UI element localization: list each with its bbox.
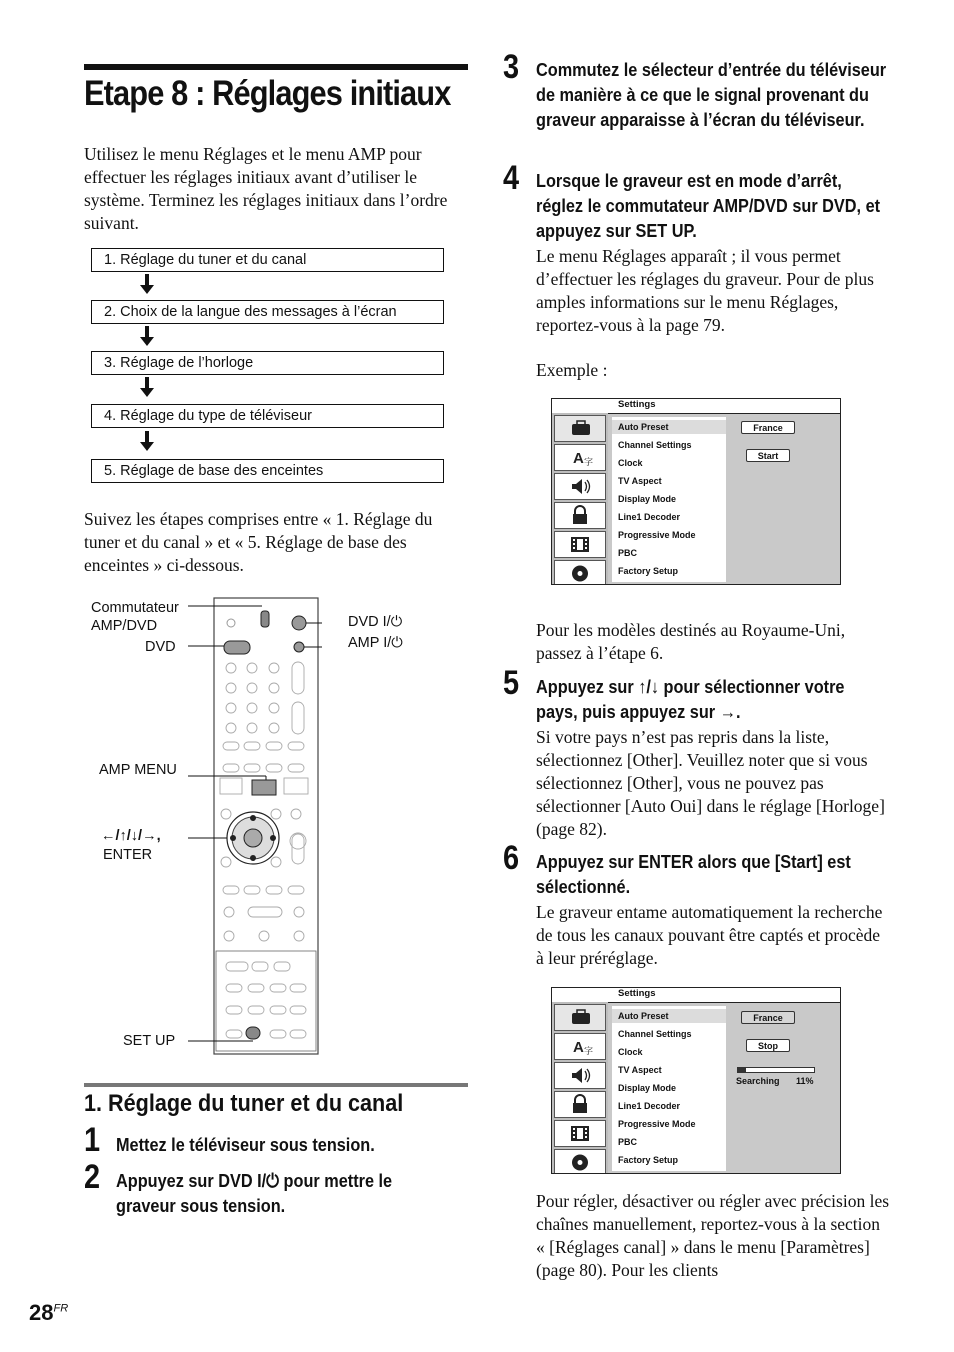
toolbox-icon: [554, 1004, 606, 1031]
example-label: Exemple :: [536, 360, 608, 380]
flow-step-2: 2. Choix de la langue des messages à l’écran: [91, 300, 444, 324]
step-number: 2: [84, 1158, 101, 1196]
menu-item[interactable]: Line1 Decoder: [618, 1101, 681, 1111]
step-title: pays, puis appuyez sur →.: [536, 701, 741, 722]
disc-icon: [554, 1149, 606, 1174]
menu-item[interactable]: Factory Setup: [618, 566, 679, 576]
step-title: graveur sous tension.: [116, 1195, 286, 1216]
screen-header: Settings: [618, 399, 656, 410]
country-select[interactable]: France: [741, 421, 795, 434]
label-arrows: ←/↑/↓/→,: [101, 828, 161, 844]
menu-item[interactable]: TV Aspect: [618, 1065, 662, 1075]
screen-header: Settings: [618, 988, 656, 999]
menu-item[interactable]: Channel Settings: [618, 440, 692, 450]
follow-paragraph: Suivez les étapes comprises entre « 1. Réglage du tuner et du canal » et « 5. Réglage de base des enceintes » ci-dessous.: [84, 509, 433, 575]
page-number: $28^{FR}$: [29, 1300, 69, 1325]
label-dvd-power: DVD I/⏻: [348, 614, 403, 630]
menu-item[interactable]: Auto Preset: [618, 422, 669, 432]
flow-step-1: 1. Réglage du tuner et du canal: [91, 248, 444, 272]
title-rule: [84, 64, 468, 70]
label-dvd: DVD: [145, 639, 176, 655]
flow-step-5: 5. Réglage de base des enceintes: [91, 459, 444, 483]
step-number: 5: [503, 664, 520, 702]
label-commutateur: Commutateur: [91, 600, 179, 616]
down-arrow-icon: [140, 274, 154, 294]
menu-item[interactable]: Clock: [618, 1047, 643, 1057]
settings-screen: [551, 398, 841, 585]
menu-item[interactable]: Progressive Mode: [618, 1119, 696, 1129]
uk-note: Pour les modèles destinés au Royaume-Uni, passez à l’étape 6.: [536, 620, 846, 663]
label-set-up: SET UP: [123, 1033, 176, 1049]
svg-text:字: 字: [584, 1047, 594, 1057]
section-title: 1. Réglage du tuner et du canal: [84, 1090, 404, 1117]
step-body: Le graveur entame automatiquement la recherche de tous les canaux pouvant être captés et procède à leur préréglage.: [536, 902, 883, 968]
label-amp-power: AMP I/⏻: [348, 635, 403, 651]
label-enter: ENTER: [103, 847, 153, 863]
step-body: Si votre pays n’est pas repris dans la liste, sélectionnez [Other]. Veuillez noter que si vous sélectionnez [Other], vous ne pouvez pas sélectionner [Auto Oui] dans le réglage [Horloge] (page 82).: [536, 727, 885, 839]
page-title: Etape 8 : Réglages initiaux: [84, 74, 451, 113]
menu-item[interactable]: Display Mode: [618, 494, 677, 504]
menu-item[interactable]: Channel Settings: [618, 1029, 692, 1039]
menu-item[interactable]: Auto Preset: [618, 1011, 669, 1021]
start-button[interactable]: Start: [746, 449, 790, 462]
menu-item[interactable]: Line1 Decoder: [618, 512, 681, 522]
film-icon: [554, 1120, 606, 1147]
menu-item[interactable]: Factory Setup: [618, 1155, 679, 1165]
language-icon: [554, 1033, 606, 1060]
label-amp-menu: AMP MENU: [99, 762, 177, 778]
flow-step-3: 3. Réglage de l’horloge: [91, 351, 444, 375]
lock-icon: [554, 1091, 606, 1118]
section-rule: [84, 1083, 468, 1087]
menu-item[interactable]: Display Mode: [618, 1083, 677, 1093]
remote-control-illustration: [186, 596, 322, 1064]
step-number: 3: [503, 48, 520, 86]
step-number: 1: [84, 1121, 101, 1159]
lock-icon: [554, 502, 606, 529]
label-amp-dvd: AMP/DVD: [91, 618, 158, 634]
step-title: Mettez le téléviseur sous tension.: [116, 1134, 375, 1155]
speaker-icon: [554, 473, 606, 500]
step-title: Lorsque le graveur est en mode d’arrêt, réglez le commutateur AMP/DVD sur DVD, et appuyez sur SET UP.: [536, 170, 881, 241]
searching-label: Searching: [736, 1076, 780, 1086]
progress-percent: 11%: [796, 1076, 814, 1086]
svg-text:A: A: [573, 450, 584, 467]
down-arrow-icon: [140, 377, 154, 397]
step-body: Le menu Réglages apparaît ; il vous permet d’effectuer les réglages du graveur. Pour de plus amples informations sur le menu Réglages, reportez-vous à la page 79.: [536, 246, 874, 335]
menu-item[interactable]: Clock: [618, 458, 643, 468]
speaker-icon: [554, 1062, 606, 1089]
menu-item[interactable]: TV Aspect: [618, 476, 662, 486]
country-select[interactable]: France: [741, 1011, 795, 1024]
search-progress-bar: [737, 1067, 815, 1073]
step-title: Appuyez sur DVD I/⏻ pour mettre le: [116, 1170, 393, 1191]
toolbox-icon: [554, 415, 606, 442]
step-title: Commutez le sélecteur d’entrée du téléviseur de manière à ce que le signal provenant du graveur apparaisse à l’écran du téléviseur.: [536, 59, 887, 130]
menu-item[interactable]: PBC: [618, 548, 638, 558]
step-title: Appuyez sur ENTER alors que [Start] est sélectionné.: [536, 851, 851, 897]
final-paragraph: Pour régler, désactiver ou régler avec précision les chaînes manuellement, reportez-vous à la section « [Réglages canal] » dans le menu [Paramètres] (page 80). Pour les clients: [536, 1191, 890, 1280]
disc-icon: [554, 560, 606, 585]
language-icon: [554, 444, 606, 471]
intro-paragraph: Utilisez le menu Réglages et le menu AMP pour effectuer les réglages initiaux avant d’utiliser le système. Terminez les réglages initiaux dans l’ordre suivant.: [84, 144, 448, 233]
flow-step-4: 4. Réglage du type de téléviseur: [91, 404, 444, 428]
down-arrow-icon: [140, 326, 154, 346]
settings-screen-searching: [551, 987, 841, 1174]
step-number: 6: [503, 839, 520, 877]
film-icon: [554, 531, 606, 558]
down-arrow-icon: [140, 431, 154, 451]
step-title: Appuyez sur ↑/↓ pour sélectionner votre: [536, 676, 845, 697]
svg-text:A: A: [573, 1039, 584, 1056]
step-number: 4: [503, 159, 520, 197]
svg-text:字: 字: [584, 458, 594, 468]
menu-item[interactable]: Progressive Mode: [618, 530, 696, 540]
menu-item[interactable]: PBC: [618, 1137, 638, 1147]
stop-button[interactable]: Stop: [746, 1039, 790, 1052]
